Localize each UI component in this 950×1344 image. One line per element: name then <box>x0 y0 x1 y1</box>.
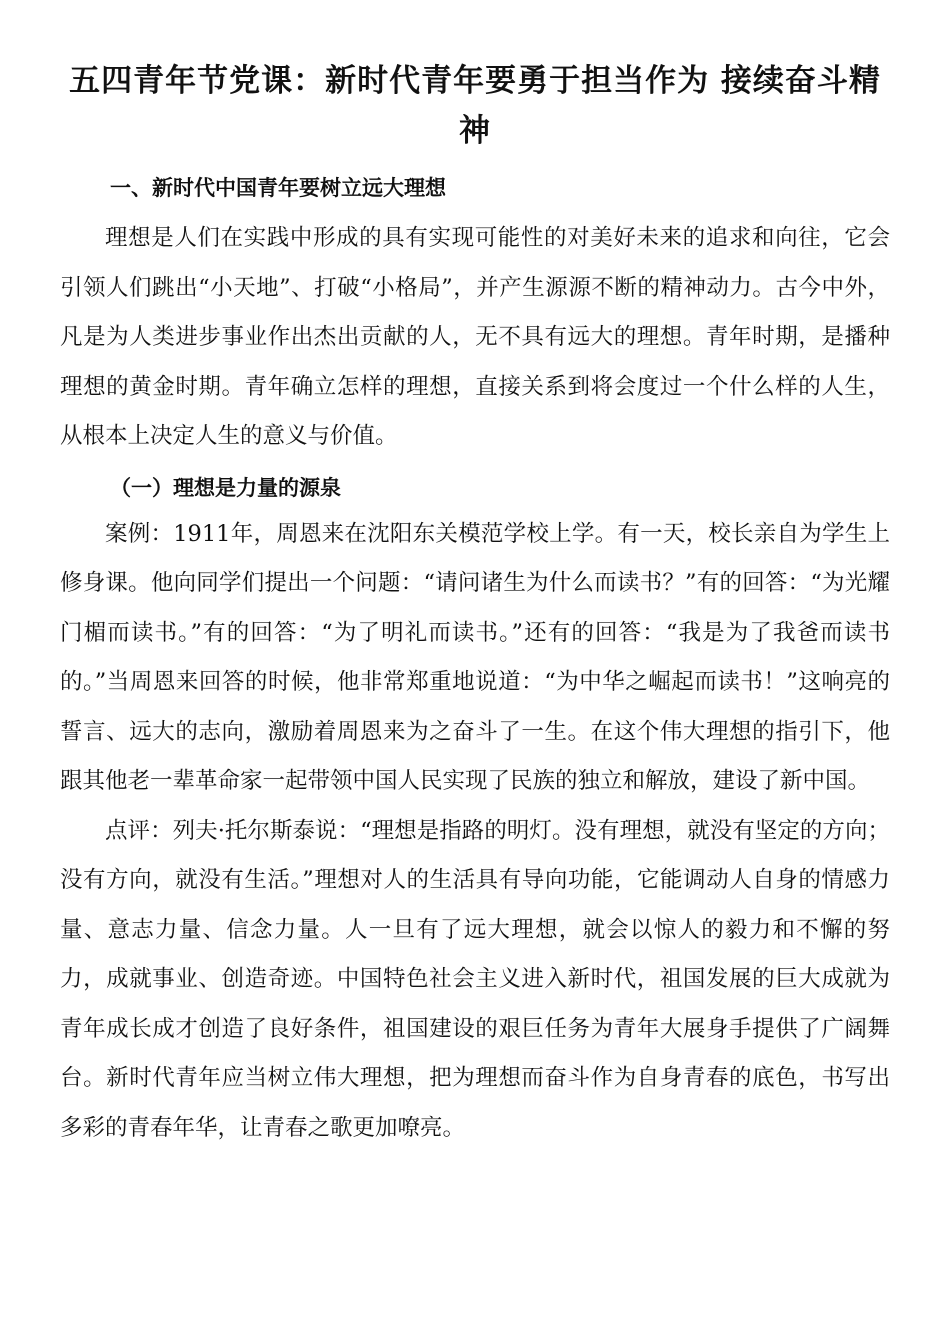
document-title: 五四青年节党课：新时代青年要勇于担当作为 接续奋斗精神 <box>69 63 881 149</box>
comment-paragraph: 点评：列夫·托尔斯泰说：“理想是指路的明灯。没有理想，就没有坚定的方向；没有方向，就没有生活。”理想对人的生活具有导向功能，它能调动人自身的情感力量、意志力量、信念力量。人一旦有了远大理想，就会以惊人的毅力和不懈的努力，成就事业、创造奇迹。中国特色社会主义进入新时代，祖国发展的巨大成就为青年成长成才创造了良好条件，祖国建设的艰巨任务为青年大展身手提供了广阔舞台。新时代青年应当树立伟大理想，把为理想而奋斗作为自身青春的底色，书写出多彩的青春年华，让青春之歌更加嘹亮。 <box>60 817 890 1141</box>
case-paragraph: 案例：1911年，周恩来在沈阳东关模范学校上学。有一天，校长亲自为学生上修身课。他向同学们提出一个问题：“请问诸生为什么而读书？”有的回答：“为光耀门楣而读书。”有的回答：“为了明礼而读书。”还有的回答：“我是为了我爸而读书的。”当周恩来回答的时候，他非常郑重地说道：“为中华之崛起而读书！”这响亮的誓言、远大的志向，激励着周恩来为之奋斗了一生。在这个伟大理想的指引下，他跟其他老一辈革命家一起带领中国人民实现了民族的独立和解放，建设了新中国。 <box>60 520 890 794</box>
section-1 <box>60 170 890 1153</box>
section-heading: 一、新时代中国青年要树立远大理想 <box>110 176 446 200</box>
intro-paragraph: 理想是人们在实践中形成的具有实现可能性的对美好未来的追求和向往，它会引领人们跳出“小天地”、打破“小格局”，并产生源源不断的精神动力。古今中外，凡是为人类进步事业作出杰出贡献的人，无不具有远大的理想。青年时期，是播种理想的黄金时期。青年确立怎样的理想，直接关系到将会度过一个什么样的人生，从根本上决定人生的意义与价值。 <box>60 225 890 449</box>
subsection-heading: （一）理想是力量的源泉 <box>110 475 341 500</box>
subsection-1 <box>60 468 890 1154</box>
